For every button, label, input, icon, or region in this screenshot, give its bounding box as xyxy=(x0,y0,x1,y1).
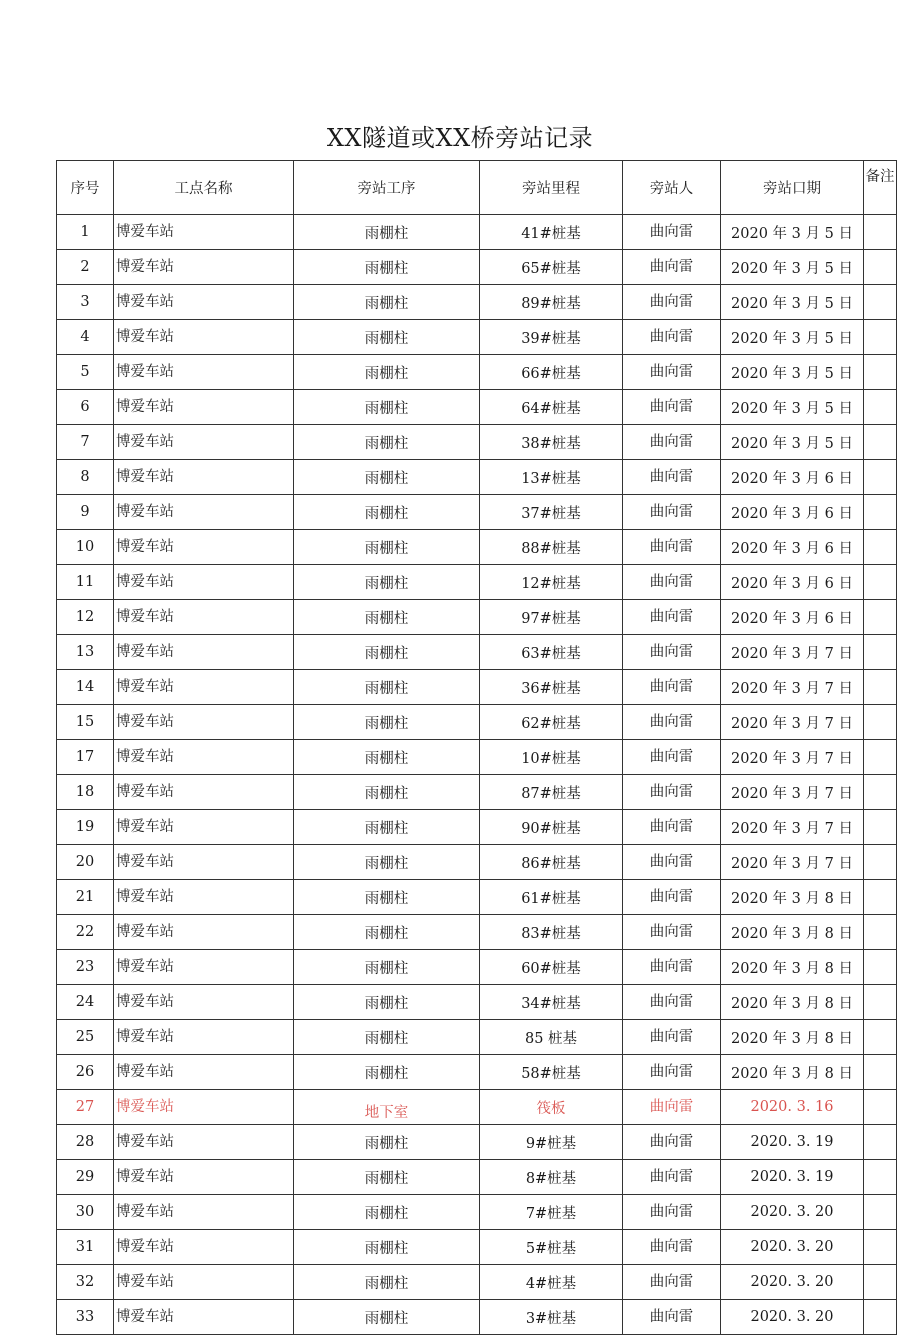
table-header-row xyxy=(57,161,897,215)
cell-date: 2020 年 3 月 6 日 xyxy=(721,460,864,495)
table-body xyxy=(57,215,897,1335)
cell-site: 博爱车站 xyxy=(114,1020,294,1055)
cell-person: 曲向雷 xyxy=(623,950,721,985)
cell-site: 博爱车站 xyxy=(114,670,294,705)
cell-process: 雨棚柱 xyxy=(294,425,480,460)
cell-index: 24 xyxy=(57,985,114,1020)
cell-site: 博爱车站 xyxy=(114,1300,294,1335)
cell-site: 博爱车站 xyxy=(114,565,294,600)
table-row xyxy=(57,1195,897,1230)
cell-mileage: 7#桩基 xyxy=(480,1195,623,1230)
cell-date: 2020 年 3 月 6 日 xyxy=(721,600,864,635)
header-process: 旁站工序 xyxy=(294,161,480,215)
cell-site: 博爱车站 xyxy=(114,600,294,635)
cell-remark xyxy=(864,950,897,985)
cell-index: 20 xyxy=(57,845,114,880)
cell-index: 8 xyxy=(57,460,114,495)
cell-person: 曲向雷 xyxy=(623,565,721,600)
cell-remark xyxy=(864,740,897,775)
cell-person: 曲向雷 xyxy=(623,880,721,915)
supervision-record-table xyxy=(56,160,897,1335)
header-site: 工点名称 xyxy=(114,161,294,215)
cell-person: 曲向雷 xyxy=(623,1195,721,1230)
cell-process: 雨棚柱 xyxy=(294,670,480,705)
cell-index: 1 xyxy=(57,215,114,250)
cell-mileage: 65#桩基 xyxy=(480,250,623,285)
cell-mileage: 63#桩基 xyxy=(480,635,623,670)
cell-remark xyxy=(864,1125,897,1160)
cell-index: 10 xyxy=(57,530,114,565)
cell-date: 2020 年 3 月 7 日 xyxy=(721,775,864,810)
cell-remark xyxy=(864,215,897,250)
cell-site: 博爱车站 xyxy=(114,530,294,565)
cell-site: 博爱车站 xyxy=(114,845,294,880)
cell-site: 博爱车站 xyxy=(114,775,294,810)
cell-remark xyxy=(864,1300,897,1335)
cell-remark xyxy=(864,810,897,845)
cell-date: 2020. 3. 16 xyxy=(721,1090,864,1125)
table-row xyxy=(57,635,897,670)
header-mileage: 旁站里程 xyxy=(480,161,623,215)
cell-index: 15 xyxy=(57,705,114,740)
cell-mileage: 8#桩基 xyxy=(480,1160,623,1195)
cell-person: 曲向雷 xyxy=(623,600,721,635)
cell-process: 雨棚柱 xyxy=(294,1055,480,1090)
cell-mileage: 37#桩基 xyxy=(480,495,623,530)
cell-date: 2020 年 3 月 7 日 xyxy=(721,740,864,775)
header-index: 序号 xyxy=(57,161,114,215)
cell-remark xyxy=(864,355,897,390)
cell-person: 曲向雷 xyxy=(623,320,721,355)
cell-date: 2020 年 3 月 6 日 xyxy=(721,495,864,530)
cell-index: 31 xyxy=(57,1230,114,1265)
cell-mileage: 12#桩基 xyxy=(480,565,623,600)
table-row xyxy=(57,425,897,460)
cell-person: 曲向雷 xyxy=(623,285,721,320)
cell-site: 博爱车站 xyxy=(114,495,294,530)
cell-mileage: 3#桩基 xyxy=(480,1300,623,1335)
cell-process: 雨棚柱 xyxy=(294,1160,480,1195)
cell-index: 33 xyxy=(57,1300,114,1335)
cell-person: 曲向雷 xyxy=(623,985,721,1020)
table-row xyxy=(57,1090,897,1125)
cell-remark xyxy=(864,670,897,705)
cell-index: 22 xyxy=(57,915,114,950)
cell-mileage: 5#桩基 xyxy=(480,1230,623,1265)
cell-process: 雨棚柱 xyxy=(294,390,480,425)
cell-index: 12 xyxy=(57,600,114,635)
cell-process: 雨棚柱 xyxy=(294,985,480,1020)
cell-person: 曲向雷 xyxy=(623,495,721,530)
cell-mileage: 66#桩基 xyxy=(480,355,623,390)
cell-process: 雨棚柱 xyxy=(294,1300,480,1335)
table-row xyxy=(57,810,897,845)
cell-mileage: 34#桩基 xyxy=(480,985,623,1020)
table-row xyxy=(57,215,897,250)
table-row xyxy=(57,600,897,635)
cell-remark xyxy=(864,390,897,425)
table-row xyxy=(57,1055,897,1090)
cell-date: 2020 年 3 月 5 日 xyxy=(721,250,864,285)
cell-process: 雨棚柱 xyxy=(294,880,480,915)
cell-site: 博爱车站 xyxy=(114,985,294,1020)
cell-process: 雨棚柱 xyxy=(294,355,480,390)
cell-person: 曲向雷 xyxy=(623,915,721,950)
cell-process: 雨棚柱 xyxy=(294,460,480,495)
cell-process: 雨棚柱 xyxy=(294,635,480,670)
cell-person: 曲向雷 xyxy=(623,670,721,705)
table-row xyxy=(57,670,897,705)
cell-date: 2020 年 3 月 7 日 xyxy=(721,670,864,705)
cell-mileage: 61#桩基 xyxy=(480,880,623,915)
cell-date: 2020. 3. 20 xyxy=(721,1300,864,1335)
cell-site: 博爱车站 xyxy=(114,285,294,320)
cell-person: 曲向雷 xyxy=(623,1160,721,1195)
cell-index: 27 xyxy=(57,1090,114,1125)
cell-person: 曲向雷 xyxy=(623,530,721,565)
table-row xyxy=(57,565,897,600)
cell-index: 23 xyxy=(57,950,114,985)
cell-person: 曲向雷 xyxy=(623,740,721,775)
cell-person: 曲向雷 xyxy=(623,1230,721,1265)
cell-index: 11 xyxy=(57,565,114,600)
cell-mileage: 9#桩基 xyxy=(480,1125,623,1160)
cell-date: 2020 年 3 月 7 日 xyxy=(721,705,864,740)
cell-remark xyxy=(864,600,897,635)
cell-site: 博爱车站 xyxy=(114,320,294,355)
cell-index: 4 xyxy=(57,320,114,355)
cell-mileage: 41#桩基 xyxy=(480,215,623,250)
cell-remark xyxy=(864,425,897,460)
cell-index: 6 xyxy=(57,390,114,425)
cell-site: 博爱车站 xyxy=(114,1195,294,1230)
table-row xyxy=(57,1230,897,1265)
cell-mileage: 38#桩基 xyxy=(480,425,623,460)
cell-process: 雨棚柱 xyxy=(294,1195,480,1230)
cell-mileage: 87#桩基 xyxy=(480,775,623,810)
cell-person: 曲向雷 xyxy=(623,775,721,810)
header-person: 旁站人 xyxy=(623,161,721,215)
cell-mileage: 58#桩基 xyxy=(480,1055,623,1090)
cell-process: 雨棚柱 xyxy=(294,285,480,320)
header-remark: 备注 xyxy=(864,161,897,215)
cell-remark xyxy=(864,285,897,320)
cell-date: 2020. 3. 20 xyxy=(721,1230,864,1265)
cell-person: 曲向雷 xyxy=(623,705,721,740)
cell-process: 雨棚柱 xyxy=(294,810,480,845)
cell-index: 5 xyxy=(57,355,114,390)
cell-index: 3 xyxy=(57,285,114,320)
cell-process: 雨棚柱 xyxy=(294,950,480,985)
cell-mileage: 筏板 xyxy=(480,1090,623,1125)
cell-date: 2020 年 3 月 6 日 xyxy=(721,530,864,565)
table-row xyxy=(57,250,897,285)
cell-date: 2020 年 3 月 6 日 xyxy=(721,565,864,600)
cell-site: 博爱车站 xyxy=(114,460,294,495)
page-title: XX隧道或XX桥旁站记录 xyxy=(326,124,594,152)
cell-process: 雨棚柱 xyxy=(294,250,480,285)
cell-remark xyxy=(864,495,897,530)
cell-date: 2020 年 3 月 8 日 xyxy=(721,985,864,1020)
cell-index: 26 xyxy=(57,1055,114,1090)
cell-index: 30 xyxy=(57,1195,114,1230)
cell-person: 曲向雷 xyxy=(623,390,721,425)
cell-process: 雨棚柱 xyxy=(294,705,480,740)
cell-person: 曲向雷 xyxy=(623,810,721,845)
cell-index: 21 xyxy=(57,880,114,915)
cell-person: 曲向雷 xyxy=(623,250,721,285)
cell-site: 博爱车站 xyxy=(114,250,294,285)
cell-person: 曲向雷 xyxy=(623,1125,721,1160)
cell-remark xyxy=(864,915,897,950)
cell-date: 2020 年 3 月 8 日 xyxy=(721,1020,864,1055)
cell-process: 雨棚柱 xyxy=(294,775,480,810)
cell-date: 2020. 3. 20 xyxy=(721,1265,864,1300)
cell-site: 博爱车站 xyxy=(114,425,294,460)
cell-remark xyxy=(864,565,897,600)
cell-mileage: 13#桩基 xyxy=(480,460,623,495)
table-row xyxy=(57,390,897,425)
cell-remark xyxy=(864,635,897,670)
cell-remark xyxy=(864,250,897,285)
cell-remark xyxy=(864,1265,897,1300)
cell-process: 雨棚柱 xyxy=(294,320,480,355)
table-row xyxy=(57,880,897,915)
table-row xyxy=(57,845,897,880)
cell-index: 32 xyxy=(57,1265,114,1300)
table-row xyxy=(57,1125,897,1160)
cell-date: 2020 年 3 月 5 日 xyxy=(721,215,864,250)
cell-site: 博爱车站 xyxy=(114,1265,294,1300)
cell-index: 14 xyxy=(57,670,114,705)
table-row xyxy=(57,1020,897,1055)
cell-remark xyxy=(864,1090,897,1125)
cell-person: 曲向雷 xyxy=(623,1300,721,1335)
cell-mileage: 86#桩基 xyxy=(480,845,623,880)
cell-site: 博爱车站 xyxy=(114,880,294,915)
cell-index: 19 xyxy=(57,810,114,845)
cell-person: 曲向雷 xyxy=(623,425,721,460)
cell-date: 2020. 3. 20 xyxy=(721,1195,864,1230)
cell-process: 雨棚柱 xyxy=(294,915,480,950)
table-row xyxy=(57,950,897,985)
cell-date: 2020 年 3 月 5 日 xyxy=(721,355,864,390)
cell-remark xyxy=(864,845,897,880)
table-row xyxy=(57,495,897,530)
cell-mileage: 85 桩基 xyxy=(480,1020,623,1055)
cell-remark xyxy=(864,775,897,810)
cell-process: 雨棚柱 xyxy=(294,530,480,565)
cell-process: 雨棚柱 xyxy=(294,740,480,775)
table-row xyxy=(57,320,897,355)
table-row xyxy=(57,775,897,810)
cell-date: 2020 年 3 月 8 日 xyxy=(721,1055,864,1090)
cell-mileage: 60#桩基 xyxy=(480,950,623,985)
cell-mileage: 4#桩基 xyxy=(480,1265,623,1300)
cell-site: 博爱车站 xyxy=(114,740,294,775)
cell-index: 17 xyxy=(57,740,114,775)
cell-process: 雨棚柱 xyxy=(294,1230,480,1265)
table-row xyxy=(57,355,897,390)
cell-person: 曲向雷 xyxy=(623,460,721,495)
cell-site: 博爱车站 xyxy=(114,1055,294,1090)
cell-process: 雨棚柱 xyxy=(294,565,480,600)
cell-person: 曲向雷 xyxy=(623,215,721,250)
cell-site: 博爱车站 xyxy=(114,1090,294,1125)
cell-process: 雨棚柱 xyxy=(294,1125,480,1160)
cell-remark xyxy=(864,705,897,740)
cell-site: 博爱车站 xyxy=(114,1160,294,1195)
cell-process: 雨棚柱 xyxy=(294,1265,480,1300)
cell-index: 25 xyxy=(57,1020,114,1055)
cell-date: 2020 年 3 月 8 日 xyxy=(721,950,864,985)
cell-process: 雨棚柱 xyxy=(294,1020,480,1055)
cell-index: 18 xyxy=(57,775,114,810)
cell-mileage: 36#桩基 xyxy=(480,670,623,705)
cell-person: 曲向雷 xyxy=(623,1090,721,1125)
cell-site: 博爱车站 xyxy=(114,1230,294,1265)
cell-remark xyxy=(864,530,897,565)
table-row xyxy=(57,530,897,565)
cell-index: 13 xyxy=(57,635,114,670)
cell-remark xyxy=(864,1055,897,1090)
cell-process: 雨棚柱 xyxy=(294,495,480,530)
cell-remark xyxy=(864,985,897,1020)
table-row xyxy=(57,1300,897,1335)
cell-site: 博爱车站 xyxy=(114,355,294,390)
table-row xyxy=(57,915,897,950)
cell-date: 2020 年 3 月 5 日 xyxy=(721,285,864,320)
table-row xyxy=(57,985,897,1020)
cell-index: 2 xyxy=(57,250,114,285)
cell-date: 2020 年 3 月 7 日 xyxy=(721,635,864,670)
cell-site: 博爱车站 xyxy=(114,810,294,845)
cell-person: 曲向雷 xyxy=(623,1055,721,1090)
cell-date: 2020 年 3 月 5 日 xyxy=(721,320,864,355)
cell-index: 9 xyxy=(57,495,114,530)
cell-remark xyxy=(864,880,897,915)
table-row xyxy=(57,705,897,740)
table-row xyxy=(57,1265,897,1300)
cell-person: 曲向雷 xyxy=(623,1020,721,1055)
cell-mileage: 62#桩基 xyxy=(480,705,623,740)
cell-mileage: 10#桩基 xyxy=(480,740,623,775)
cell-date: 2020. 3. 19 xyxy=(721,1160,864,1195)
cell-process: 地下室 xyxy=(294,1090,480,1125)
table-row xyxy=(57,1160,897,1195)
header-date: 旁站口期 xyxy=(721,161,864,215)
cell-process: 雨棚柱 xyxy=(294,845,480,880)
cell-index: 29 xyxy=(57,1160,114,1195)
cell-mileage: 64#桩基 xyxy=(480,390,623,425)
cell-remark xyxy=(864,1195,897,1230)
cell-process: 雨棚柱 xyxy=(294,600,480,635)
cell-site: 博爱车站 xyxy=(114,950,294,985)
cell-remark xyxy=(864,320,897,355)
cell-mileage: 83#桩基 xyxy=(480,915,623,950)
cell-date: 2020 年 3 月 5 日 xyxy=(721,390,864,425)
cell-index: 28 xyxy=(57,1125,114,1160)
table-row xyxy=(57,285,897,320)
cell-date: 2020 年 3 月 8 日 xyxy=(721,915,864,950)
cell-site: 博爱车站 xyxy=(114,915,294,950)
cell-site: 博爱车站 xyxy=(114,1125,294,1160)
cell-date: 2020 年 3 月 7 日 xyxy=(721,810,864,845)
cell-remark xyxy=(864,1020,897,1055)
cell-date: 2020 年 3 月 7 日 xyxy=(721,845,864,880)
cell-site: 博爱车站 xyxy=(114,705,294,740)
cell-mileage: 90#桩基 xyxy=(480,810,623,845)
cell-person: 曲向雷 xyxy=(623,355,721,390)
cell-remark xyxy=(864,1230,897,1265)
cell-mileage: 89#桩基 xyxy=(480,285,623,320)
cell-mileage: 88#桩基 xyxy=(480,530,623,565)
cell-remark xyxy=(864,1160,897,1195)
cell-site: 博爱车站 xyxy=(114,635,294,670)
cell-person: 曲向雷 xyxy=(623,1265,721,1300)
cell-date: 2020 年 3 月 5 日 xyxy=(721,425,864,460)
cell-date: 2020. 3. 19 xyxy=(721,1125,864,1160)
cell-person: 曲向雷 xyxy=(623,845,721,880)
cell-person: 曲向雷 xyxy=(623,635,721,670)
cell-process: 雨棚柱 xyxy=(294,215,480,250)
cell-site: 博爱车站 xyxy=(114,390,294,425)
cell-remark xyxy=(864,460,897,495)
cell-site: 博爱车站 xyxy=(114,215,294,250)
cell-mileage: 97#桩基 xyxy=(480,600,623,635)
table-row xyxy=(57,460,897,495)
cell-index: 7 xyxy=(57,425,114,460)
table-row xyxy=(57,740,897,775)
cell-mileage: 39#桩基 xyxy=(480,320,623,355)
cell-date: 2020 年 3 月 8 日 xyxy=(721,880,864,915)
